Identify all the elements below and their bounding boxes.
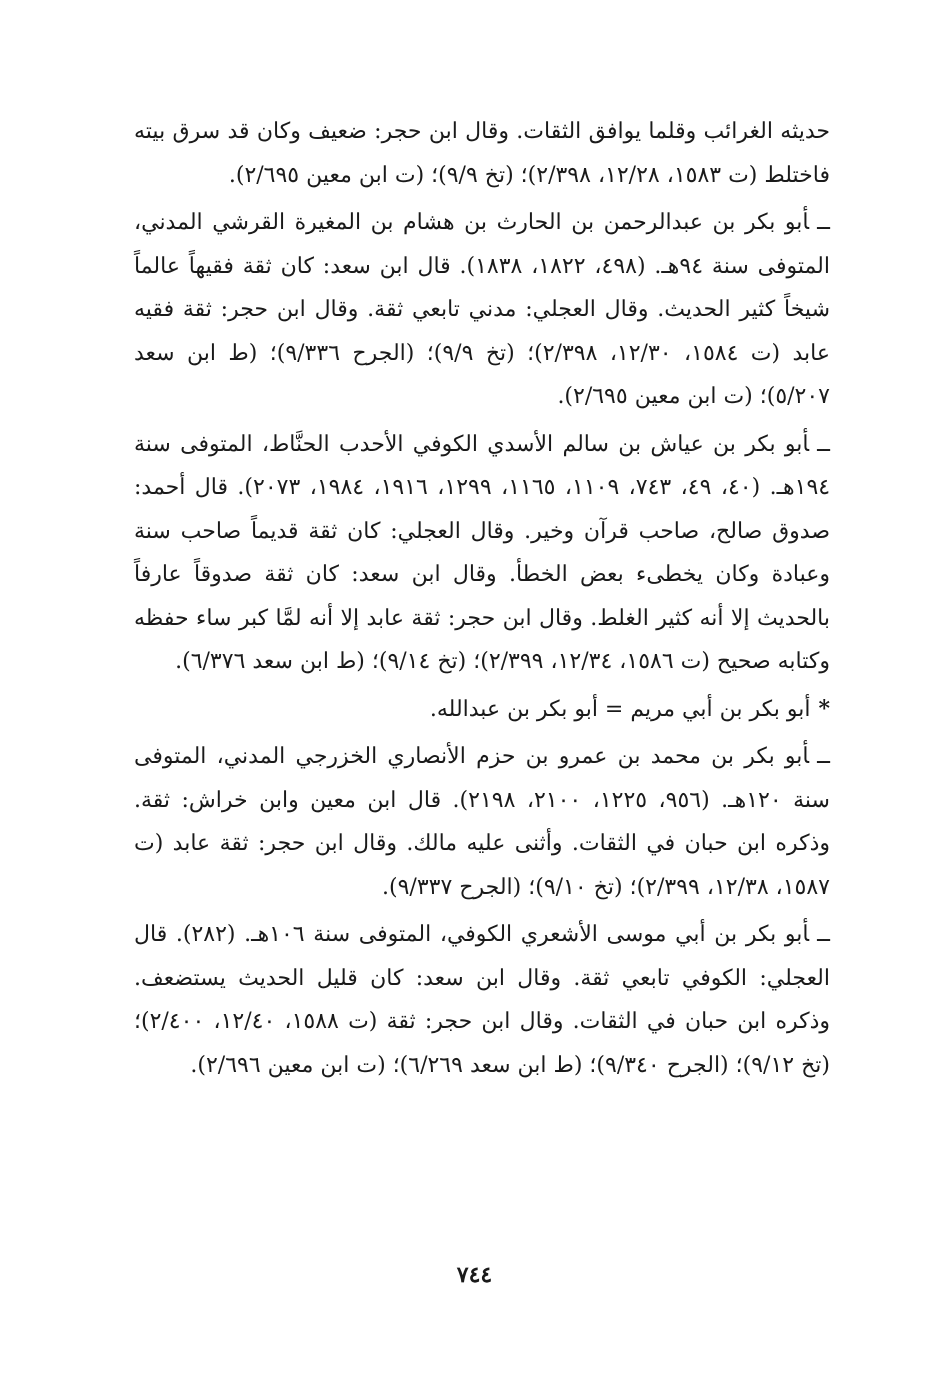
page-body xyxy=(134,110,830,1091)
paragraph-text: أبو بكر بن أبي مريم = أبو بكر بن عبدالله. xyxy=(429,696,811,722)
page-number: ٧٤٤ xyxy=(456,1262,493,1288)
paragraph-text: أبو بكر بن عياش بن سالم الأسدي الكوفي الأحدب الحنَّاط، المتوفى سنة ١٩٤هـ. (٤٠، ٤٩، ٧٤٣، ١١٠٩، ١١٦٥، ١٢٩٩، ١٩١٦، ١٩٨٤، ٢٠٧٣). قال أحمد: صدوق صالح، صاحب قرآن وخير. وقال العجلي: كان ثقة قديماً صاحب سنة وعبادة وكان يخطىء بعض الخطأ. وقال ابن سعد: كان ثقة صدوقاً عارفاً بالحديث إلا أنه كثير الغلط. وقال ابن حجر: ثقة عابد إلا أنه لمَّا كبر ساء حفظه وكتابه صحيح (ت ١٥٨٦، ١٢/٣٤، ٢/٣٩٩)؛ (تخ ٩/١٤)؛ (ط ابن سعد ٦/٣٧٦). xyxy=(134,431,831,674)
entry-dash: ــ xyxy=(817,431,830,457)
entry-abu-bakr-abi-musa xyxy=(134,913,830,1087)
entry-dash: ــ xyxy=(817,210,830,235)
star-marker: * xyxy=(818,695,830,722)
entry-dash: ــ xyxy=(817,744,830,769)
entry-abu-bakr-muhammad-hazm xyxy=(134,735,830,909)
entry-abu-bakr-abi-maryam xyxy=(134,688,830,732)
paragraph-continuation xyxy=(134,110,830,197)
entry-abu-bakr-abdulrahman xyxy=(134,201,830,419)
paragraph-text: حديثه الغرائب وقلما يوافق الثقات. وقال ابن حجر: ضعيف وكان قد سرق بيته فاختلط (ت ١٥٨٣، ١٢/٢٨، ٢/٣٩٨)؛ (تخ ٩/٩)؛ (ت ابن معين ٢/٦٩٥). xyxy=(134,119,830,188)
entry-abu-bakr-ayyash xyxy=(134,423,830,684)
paragraph-text: أبو بكر بن عبدالرحمن بن الحارث بن هشام بن المغيرة القرشي المدني، المتوفى سنة ٩٤هـ. (٤٩٨، ١٨٢٢، ١٨٣٨). قال ابن سعد: كان ثقة فقيهاً عالماً شيخاً كثير الحديث. وقال العجلي: مدني تابعي ثقة. وقال ابن حجر: ثقة فقيه عابد (ت ١٥٨٤، ١٢/٣٠، ٢/٣٩٨)؛ (تخ ٩/٩)؛ (الجرح ٩/٣٣٦)؛ (ط ابن سعد ٥/٢٠٧)؛ (ت ابن معين ٢/٦٩٥). xyxy=(134,210,831,409)
entry-dash: ــ xyxy=(817,922,830,947)
paragraph-text: أبو بكر بن أبي موسى الأشعري الكوفي، المتوفى سنة ١٠٦هـ. (٢٨٢). قال العجلي: الكوفي تابعي ثقة. وقال ابن سعد: كان قليل الحديث يستضعف. وذكره ابن حبان في الثقات. وقال ابن حجر: ثقة (ت ١٥٨٨، ١٢/٤٠، ٢/٤٠٠)؛ (تخ ٩/١٢)؛ (الجرح ٩/٣٤٠)؛ (ط ابن سعد ٦/٢٦٩)؛ (ت ابن معين ٢/٦٩٦). xyxy=(134,922,831,1078)
paragraph-text: أبو بكر بن محمد بن عمرو بن حزم الأنصاري الخزرجي المدني، المتوفى سنة ١٢٠هـ. (٩٥٦، ١٢٢٥، ٢١٠٠، ٢١٩٨). قال ابن معين وابن خراش: ثقة. وذكره ابن حبان في الثقات. وأثنى عليه مالك. وقال ابن حجر: ثقة عابد (ت ١٥٨٧، ١٢/٣٨، ٢/٣٩٩)؛ (تخ ٩/١٠)؛ (الجرح ٩/٣٣٧). xyxy=(134,744,830,900)
